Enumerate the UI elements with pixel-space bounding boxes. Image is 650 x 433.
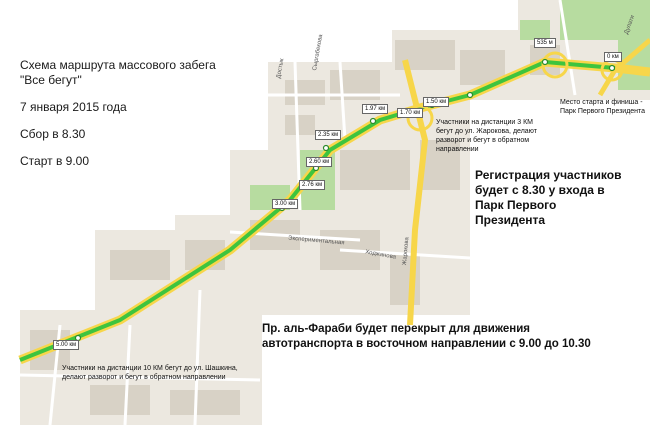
road-closure-note: Пр. аль-Фараби будет перекрыт для движения автотранспорта в восточном направлении с 9.00 до 10.30 [262, 323, 591, 350]
km-marker: 1.97 км [362, 104, 388, 114]
street-label: Достык [276, 58, 286, 80]
km-marker: 2.35 км [315, 130, 341, 140]
event-title: Схема маршрута массового забега [20, 58, 216, 72]
registration-note: Регистрация участников будет с 8.30 у входа в Парк Первого Президента [475, 168, 622, 227]
turn-10km-label: Участники на дистанции 10 КМ бегут до ул. Шашкина, делают разворот и бегут в обратном направлении [62, 365, 238, 381]
street-label: Ходжанова [364, 249, 397, 261]
km-marker: 535 м [534, 38, 556, 48]
street-label: Дулати [623, 14, 637, 36]
street-label: Экспериментальная [287, 235, 345, 247]
street-label: Сыргабекова [312, 33, 325, 72]
street-label: Жарокова [402, 236, 411, 266]
km-marker: 1.50 км [423, 97, 449, 107]
km-marker: 3.00 км [272, 199, 298, 209]
event-date: 7 января 2015 года [20, 100, 127, 114]
event-name: "Все бегут" [20, 73, 82, 87]
km-marker: 0 км [604, 52, 622, 62]
gathering-time: Сбор в 8.30 [20, 127, 86, 141]
km-marker: 1.70 км [397, 108, 423, 118]
km-marker: 5.00 км [53, 340, 79, 350]
km-marker: 2.60 км [306, 157, 332, 167]
start-finish-label: Место старта и финиша - Парк Первого Президента [560, 99, 646, 115]
start-time: Старт в 9.00 [20, 154, 90, 168]
turn-3km-label: Участники на дистанции 3 КМ бегут до ул. Жарокова, делают разворот и бегут в обратном направлении [436, 119, 537, 153]
event-info [20, 58, 240, 169]
km-marker: 2.76 км [299, 180, 325, 190]
